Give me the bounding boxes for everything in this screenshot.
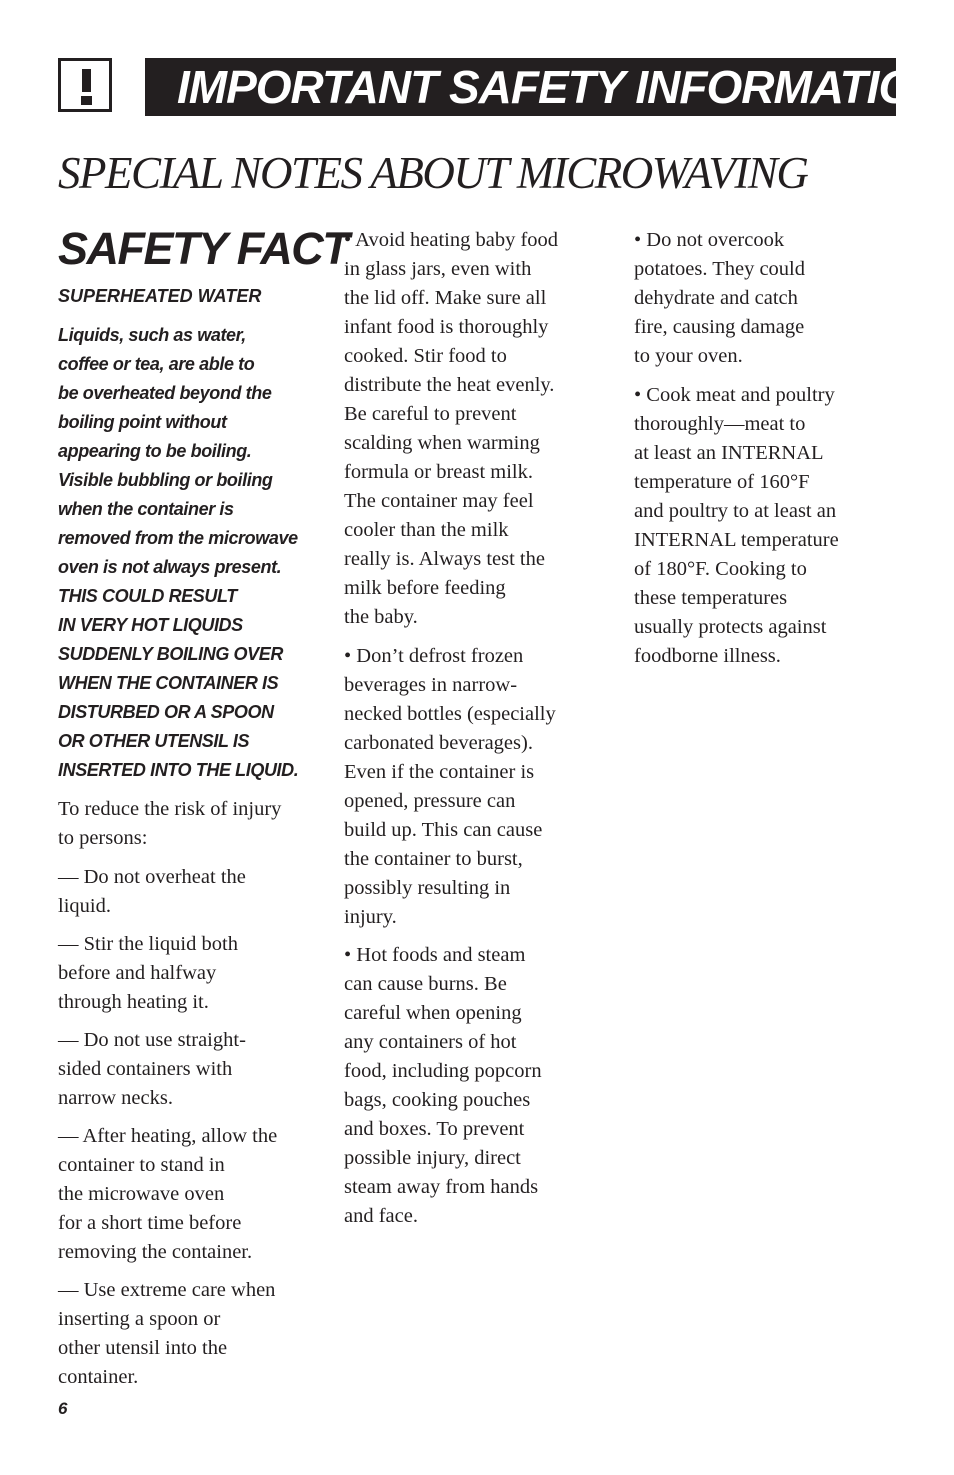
warning-line: OR OTHER UTENSIL IS [58, 731, 250, 751]
dash-line: removing the container. [58, 1241, 253, 1263]
bullet-line: can cause burns. Be [344, 973, 507, 995]
bullet-line: potatoes. They could [634, 258, 805, 280]
page-subtitle: SPECIAL NOTES ABOUT MICROWAVING [58, 148, 808, 198]
bullet-line: possible injury, direct [344, 1147, 521, 1169]
intro-line: To reduce the risk of injury [58, 798, 282, 820]
bullet-line: and boxes. To prevent [344, 1118, 525, 1140]
exclamation-bar [82, 69, 91, 92]
bullet-line: these temperatures [634, 586, 788, 609]
warning-line: be overheated beyond the [58, 383, 272, 403]
bullet-line: bags, cooking pouches [344, 1089, 531, 1111]
bullet-line: Be careful to prevent [344, 403, 517, 425]
dash-line: — Do not use straight- [58, 1029, 246, 1051]
bullet-line: really is. Always test the [344, 548, 545, 570]
bullet-line: in glass jars, even with [344, 258, 532, 280]
bullet-line: the baby. [344, 606, 418, 628]
warning-line: DISTURBED OR A SPOON [58, 702, 274, 722]
warning-line: oven is not always present. [58, 557, 282, 577]
page-number: 6 [58, 1399, 68, 1418]
bullet-line: to your oven. [634, 345, 743, 367]
bullet-line: infant food is thoroughly [344, 316, 549, 338]
dash-line: other utensil into the [58, 1337, 228, 1359]
bullet-line: • Avoid heating baby food [344, 229, 559, 251]
bullet-line: build up. This can cause [344, 818, 543, 841]
bullet-line: • Cook meat and poultry [634, 383, 835, 406]
warning-line: SUDDENLY BOILING OVER [58, 644, 283, 664]
dash-item [58, 1026, 326, 1113]
bullet-line: distribute the heat evenly. [344, 374, 555, 396]
bullet-line: cooler than the milk [344, 519, 509, 541]
dash-line: — Do not overheat the [58, 866, 246, 888]
intro-line: to persons: [58, 827, 148, 849]
bullet-line: opened, pressure can [344, 789, 516, 812]
bullet-line: Even if the container is [344, 760, 535, 783]
dash-line: — Stir the liquid both [58, 933, 238, 955]
exclamation-warning-icon [58, 58, 112, 112]
dash-line: through heating it. [58, 991, 209, 1013]
warning-line: coffee or tea, are able to [58, 354, 255, 374]
bullet-line: food, including popcorn [344, 1060, 542, 1082]
dash-item [58, 1276, 326, 1392]
bullet-line: necked bottles (especially [344, 702, 556, 725]
dash-line: container. [58, 1366, 139, 1388]
dash-item [58, 863, 326, 921]
warning-line: appearing to be boiling. [58, 441, 252, 461]
warning-line: removed from the microwave [58, 528, 298, 548]
bullet-line: at least an INTERNAL [634, 441, 824, 464]
bullet-line: injury. [344, 905, 397, 928]
dash-item [58, 930, 326, 1017]
dash-line: narrow necks. [58, 1087, 173, 1109]
bullet-line: and face. [344, 1205, 418, 1227]
bullet-meat-poultry [634, 381, 894, 671]
bullet-line: careful when opening [344, 1002, 522, 1024]
column-right [634, 226, 894, 680]
bullet-line: • Don’t defrost frozen [344, 644, 524, 667]
bullet-frozen-beverages [344, 642, 614, 932]
bullet-line: formula or breast milk. [344, 461, 534, 483]
bullet-line: dehydrate and catch [634, 287, 798, 309]
bullet-line: and poultry to at least an [634, 499, 837, 522]
exclamation-dot [81, 96, 92, 105]
dash-line: sided containers with [58, 1058, 233, 1080]
bullet-line: The container may feel [344, 490, 534, 512]
bullet-line: cooked. Stir food to [344, 345, 507, 367]
bullet-line: usually protects against [634, 615, 827, 638]
warning-line: Liquids, such as water, [58, 325, 246, 345]
dash-line: the microwave oven [58, 1183, 225, 1205]
risk-intro [58, 795, 326, 853]
dash-line: inserting a spoon or [58, 1308, 221, 1330]
bullet-line: fire, causing damage [634, 316, 805, 338]
bullet-line: carbonated beverages). [344, 731, 533, 754]
column-safety-fact [58, 223, 349, 1401]
bullet-line: steam away from hands [344, 1176, 539, 1198]
bullet-line: any containers of hot [344, 1031, 517, 1053]
superheated-warning [58, 321, 326, 785]
bullet-line: scalding when warming [344, 432, 540, 454]
column-middle [344, 226, 614, 1241]
warning-line: when the container is [58, 499, 234, 519]
dash-line: liquid. [58, 895, 111, 917]
bullet-baby-food [344, 226, 614, 632]
bullet-potatoes [634, 226, 894, 371]
dash-line: container to stand in [58, 1154, 225, 1176]
dash-line: before and halfway [58, 962, 217, 984]
bullet-line: possibly resulting in [344, 876, 511, 899]
bullet-line: • Hot foods and steam [344, 944, 526, 966]
bullet-line: INTERNAL temperature [634, 528, 839, 551]
warning-line: boiling point without [58, 412, 227, 432]
warning-line: Visible bubbling or boiling [58, 470, 273, 490]
bullet-line: • Do not overcook [634, 229, 785, 251]
dash-line: — After heating, allow the [58, 1125, 278, 1147]
bullet-line: of 180°F. Cooking to [634, 557, 807, 580]
bullet-line: temperature of 160°F [634, 470, 810, 493]
dash-item [58, 1122, 326, 1267]
dash-line: for a short time before [58, 1212, 242, 1234]
bullet-line: thoroughly—meat to [634, 412, 806, 435]
warning-line: THIS COULD RESULT [58, 586, 237, 606]
bullet-line: foodborne illness. [634, 644, 781, 667]
safety-fact-heading: SUPERHEATED WATER [58, 286, 262, 306]
bullet-line: milk before feeding [344, 577, 506, 599]
bullet-line: beverages in narrow- [344, 673, 518, 696]
safety-fact-title: SAFETY FACT [58, 223, 349, 274]
warning-line: WHEN THE CONTAINER IS [58, 673, 279, 693]
warning-line: INSERTED INTO THE LIQUID. [58, 760, 299, 780]
warning-line: IN VERY HOT LIQUIDS [58, 615, 243, 635]
banner-title: IMPORTANT SAFETY INFORMATION [145, 58, 896, 116]
bullet-hot-foods-steam [344, 941, 614, 1231]
bullet-line: the container to burst, [344, 847, 523, 870]
dash-line: — Use extreme care when [58, 1279, 276, 1301]
bullet-line: the lid off. Make sure all [344, 287, 547, 309]
